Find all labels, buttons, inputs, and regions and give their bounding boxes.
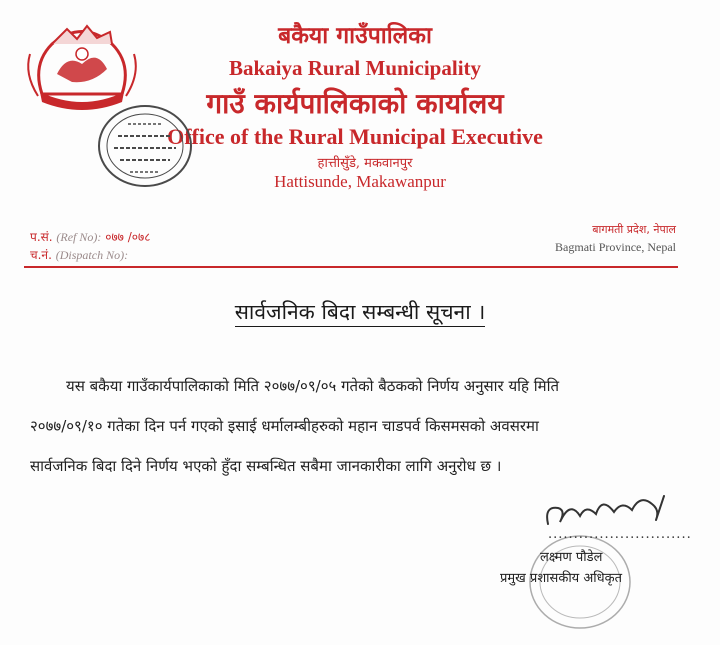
municipality-name-np: बकैया गाउँपालिका — [278, 22, 432, 49]
reference-number — [30, 228, 151, 245]
ref-value: ०७७ /०७८ — [105, 230, 151, 244]
office-stamp-icon — [88, 96, 203, 196]
address-en: Hattisunde, Makawanpur — [274, 172, 446, 191]
signatory-name: लक्ष्मण पौडेल — [540, 550, 603, 565]
dispatch-number — [30, 246, 128, 263]
office-name-np: गाउँ कार्यपालिकाको कार्यालय — [206, 87, 504, 120]
notice-body-line-3: सार्वजनिक बिदा दिने निर्णय भएको हुँदा सम्बन्धित सबैमा जानकारीका लागि अनुरोध छ । — [30, 457, 502, 475]
municipality-name-en: Bakaiya Rural Municipality — [228, 56, 482, 80]
dispatch-label-np: च.नं. — [30, 248, 52, 262]
dispatch-label-en: (Dispatch No): — [55, 248, 129, 262]
notice-title — [0, 298, 720, 326]
province-en: Bagmati Province, Nepal — [555, 240, 676, 254]
ref-label-en: (Ref No): — [56, 230, 102, 244]
signatory-title: प्रमुख प्रशासकीय अधिकृत — [500, 571, 623, 586]
header-divider — [24, 266, 678, 268]
notice-body-line-2: २०७७/०९/१० गतेका दिन पर्न गएको इसाई धर्मालम्बीहरुको महान चाडपर्व किसमसको अवसरमा — [30, 417, 539, 435]
ref-label-np: प.सं. — [30, 230, 53, 244]
notice-title-text: सार्वजनिक बिदा सम्बन्धी सूचना । — [235, 300, 486, 327]
address-np: हात्तीसुँडे, मकवानपुर — [317, 156, 413, 171]
office-name-en: Office of the Rural Municipal Executive — [167, 124, 543, 149]
notice-body-line-1: यस बकैया गाउँकार्यपालिकाको मिति २०७७/०९/०५ गतेको बैठकको निर्णय अनुसार यहि मिति — [66, 377, 560, 395]
province-np: बागमती प्रदेश, नेपाल — [592, 223, 676, 236]
signature-line: ............................ — [548, 527, 692, 542]
